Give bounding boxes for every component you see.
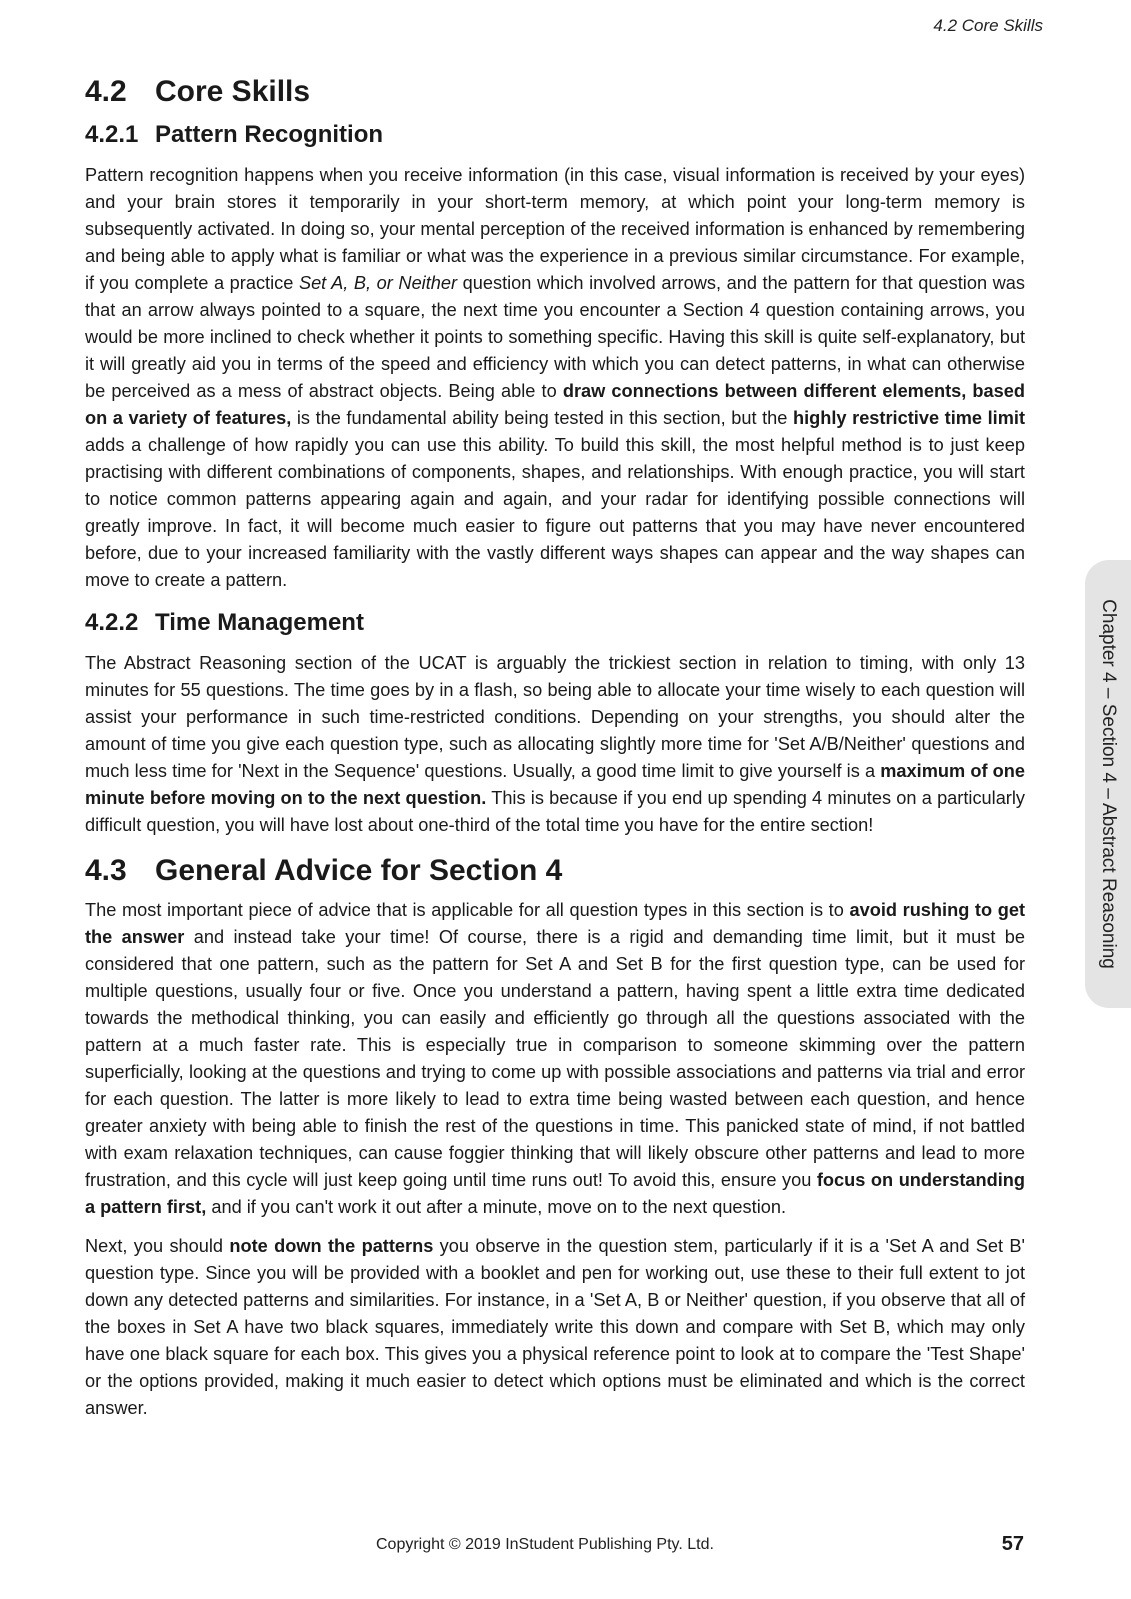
section-4-3-heading [85,851,1025,891]
section-title: Core Skills [155,75,311,108]
pattern-recognition-paragraph [85,162,1025,594]
chapter-side-tab [1085,560,1131,1008]
section-4-2-1-heading [85,118,1025,152]
text-run: Next, you should [85,1236,230,1256]
subsection-number: 4.2.2 [85,609,139,636]
section-4-2-2-heading [85,606,1025,640]
text-run: you observe in the question stem, particularly if it is a 'Set A and Set B' question type. Since you will be provided with a booklet and pen for working out, use these to their full extent to jot down any detected patterns and similarities. For instance, in a 'Set A, B or Neither' question, if you observe that all of the boxes in Set A have two black squares, immediately write this down and compare with Set B, which may only have one black square for each box. This gives you a physical reference point to look at to compare the 'Test Shape' or the options provided, making it much easier to detect which options must be eliminated and which is the correct answer. [85,1236,1026,1418]
bold-run: focus on understanding a pattern first, [85,1170,1025,1217]
section-title: General Advice for Section 4 [155,854,563,887]
general-advice-paragraph-2 [85,1233,1025,1422]
text-run: and instead take your time! Of course, there is a rigid and demanding time limit, but it must be considered that one pattern, such as the pattern for Set A and Set B for the first question type, can be used for multiple questions, usually four or five. Once you understand a pattern, having spent a little extra time dedicated towards the methodical thinking, you can easily and efficiently go through all the questions associated with the pattern at a much faster rate. This is especially true in comparison to someone skimming over the pattern superficially, looking at the questions and trying to come up with possible associations and patterns via trial and error for each question. The latter is more likely to lead to extra time being wasted between each question, and hence greater anxiety with being able to finish the rest of the questions in time. This panicked state of mind, if not battled with exam relaxation techniques, can cause foggier thinking that will likely obscure other patterns and lead to more frustration, and this cycle will just keep going until time runs out! To avoid this, ensure you [85,927,1025,1190]
page-number: 57 [1001,1533,1024,1555]
page-footer [0,1533,1131,1559]
section-number: 4.3 [85,854,127,887]
bold-run: highly restrictive time limit [792,408,1025,428]
text-run: The Abstract Reasoning section of the UCAT is arguably the trickiest section in relation to timing, with only 13 minutes for 55 questions. The time goes by in a flash, so being able to allocate your time wisely to each question will assist your performance in such time-restricted conditions. Depending on your strengths, you should alter the amount of time you give each question type, such as allocating slightly more time for 'Set A/B/Neither' questions and much less time for 'Next in the Sequence' questions. Usually, a good time limit to give yourself is a [85,653,1025,781]
subsection-number: 4.2.1 [85,121,139,148]
text-run: is the fundamental ability being tested in this section, but the [291,408,793,428]
bold-run: avoid rushing to get the answer [85,900,1025,947]
subsection-title: Pattern Recognition [155,121,384,148]
section-4-2-heading [85,72,1025,112]
bold-run: note down the patterns [229,1236,434,1256]
text-run: adds a challenge of how rapidly you can use this ability. To build this skill, the most helpful method is to just keep practising with different combinations of components, shapes, and relationships. With enough practice, you will start to notice common patterns appearing again and again, and your radar for identifying possible connections will greatly improve. In fact, it will become much easier to figure out patterns that you may have never encountered before, due to your increased familiarity with the vastly different ways shapes can appear and the way shapes can move to create a pattern. [85,435,1025,590]
bold-run: maximum of one minute before moving on to the next question. [85,761,1026,808]
general-advice-paragraph-1 [85,897,1025,1221]
time-management-paragraph [85,650,1025,839]
section-number: 4.2 [85,75,127,108]
text-run: The most important piece of advice that is applicable for all question types in this section is to [85,900,850,920]
text-run: This is because if you end up spending 4 minutes on a particularly difficult question, you will have lost about one-third of the total time you have for the entire section! [85,788,1025,835]
bold-run: draw connections between different elements, based on a variety of features, [85,381,1025,428]
page-content [85,72,1025,1434]
running-header: 4.2 Core Skills [933,16,1043,35]
chapter-side-tab-label: Chapter 4 – Section 4 – Abstract Reasoning [1098,599,1119,969]
text-run: and if you can't work it out after a minute, move on to the next question. [206,1197,787,1217]
italic-run: Set A, B, or Neither [298,273,458,293]
text-run: Pattern recognition happens when you receive information (in this case, visual information is received by your eyes) and your brain stores it temporarily in your short-term memory, at which point your long-term memory is subsequently activated. In doing so, your mental perception of the received information is enhanced by remembering and being able to apply what is familiar or what was the experience in a previous similar circumstance. For example, if you complete a practice [85,165,1025,293]
copyright-notice: Copyright © 2019 InStudent Publishing Pty. Ltd. [376,1536,714,1553]
text-run: question which involved arrows, and the pattern for that question was that an arrow always pointed to a square, the next time you encounter a Section 4 question containing arrows, you would be more inclined to check whether it points to something specific. Having this skill is quite self-explanatory, but it will greatly aid you in terms of the speed and efficiency with which you can detect patterns, in what can otherwise be perceived as a mess of abstract objects. Being able to [85,273,1025,401]
subsection-title: Time Management [155,609,364,636]
